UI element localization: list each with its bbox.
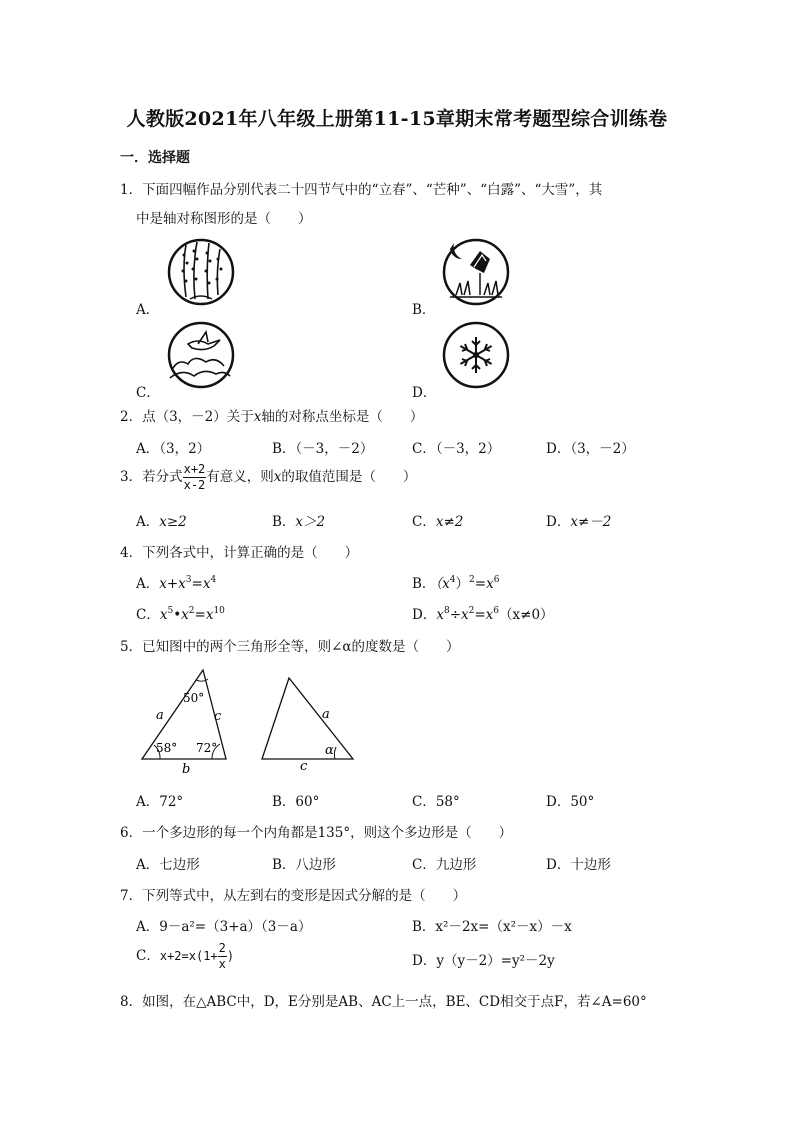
- q8-stem: 8．如图，在△ABC中，D，E分别是AB、AC上一点，BE、CD相交于点F，若∠A=60°: [120, 994, 647, 1010]
- q4-b-part: ）: [455, 576, 470, 592]
- page-title: 人教版2021年八年级上册第11-15章期末常考题型综合训练卷: [126, 108, 668, 130]
- tri2-side-bottom: c: [300, 759, 308, 774]
- q6-option-d: D．十边形: [546, 857, 611, 873]
- q4-d-part: =x: [474, 607, 494, 623]
- q7-c-label: C．: [136, 948, 160, 964]
- q4-c-exp: 2: [188, 606, 195, 616]
- tri1-right-angle: 72°: [196, 741, 218, 755]
- q6-stem: 6．一个多边形的每一个内角都是135°，则这个多边形是（ ）: [120, 825, 513, 841]
- q3-option-c-math: x≠2: [435, 514, 464, 530]
- q3-option-d-label: D．: [546, 514, 571, 530]
- q4-d-part: ÷x: [449, 607, 469, 623]
- tri1-side-left: a: [156, 708, 164, 723]
- tri1-side-right: c: [214, 709, 222, 724]
- q3-fraction-numerator: x+2: [183, 462, 206, 476]
- q4-d-exp: 8: [443, 606, 450, 616]
- q7-c-denominator: x: [218, 957, 226, 971]
- q4-c-label: C．: [136, 607, 160, 623]
- q7-option-a: A．9－a²=（3+a）（3－a）: [136, 919, 312, 935]
- q1-option-d-label: D．: [412, 385, 437, 401]
- q4-a-part: x+x: [159, 576, 186, 592]
- q4-b-label: B．: [412, 576, 436, 592]
- q3-option-d-math: x≠－2: [570, 514, 612, 530]
- q4-d-label: D．: [412, 607, 437, 623]
- q3-option-a-math: x≥2: [159, 514, 187, 530]
- q5-stem: 5．已知图中的两个三角形全等，则∠α的度数是（ ）: [120, 639, 460, 655]
- q4-b-part: （x: [435, 576, 450, 592]
- q7-c-fraction: [218, 941, 227, 972]
- q3-stem-part1: 3．若分式: [120, 469, 183, 485]
- triangle-1: [142, 670, 226, 777]
- q3-stem: [120, 462, 416, 493]
- q3-option-d: [546, 510, 611, 530]
- q4-d-part: x: [436, 607, 444, 623]
- q7-option-d: D．y（y－2）=y²－2y: [412, 953, 555, 969]
- q3-option-a-label: A．: [136, 514, 160, 530]
- q7-option-b: B．x²－2x=（x²－x）－x: [412, 919, 572, 935]
- q3-option-b-math: x＞2: [295, 514, 326, 530]
- q1-stem-line1: 1．下面四幅作品分别代表二十四节气中的“立春”、“芒种”、“白露”、“大雪”，其: [120, 182, 603, 198]
- q2-stem-var: x: [253, 409, 262, 425]
- q4-stem: 4．下列各式中，计算正确的是（ ）: [120, 545, 359, 561]
- q3-stem-part3: 的取值范围是（ ）: [281, 469, 417, 485]
- q4-a-exp: 3: [185, 575, 192, 585]
- congruent-triangles-figure: [136, 664, 366, 780]
- tri1-left-angle: 58°: [156, 741, 178, 755]
- q4-a-exp: 4: [210, 575, 217, 585]
- snowflake-icon: [440, 320, 512, 390]
- q5-option-a: A．72°: [136, 794, 184, 810]
- q5-option-b: B．60°: [272, 794, 320, 810]
- q2-stem: [120, 405, 423, 425]
- q4-c-exp: 5: [167, 606, 174, 616]
- q2-option-d: D．（3，－2）: [546, 441, 635, 457]
- q4-b-part: =x: [474, 576, 494, 592]
- q1-stem-line2: 中是轴对称图形的是（ ）: [136, 211, 312, 227]
- q1-option-a-label: A．: [136, 302, 160, 318]
- q4-option-a: [136, 572, 216, 592]
- q2-option-c: C．（－3，2）: [412, 441, 501, 457]
- tri2-alpha-angle: α: [325, 743, 334, 758]
- q4-option-d: [412, 603, 554, 623]
- q3-stem-part2: 有意义，则: [206, 469, 274, 485]
- section-heading: 一．选择题: [120, 150, 190, 166]
- q6-option-b: B．八边形: [272, 857, 336, 873]
- q3-option-c-label: C．: [412, 514, 436, 530]
- q4-a-part: =x: [191, 576, 211, 592]
- q4-b-exp: 4: [449, 575, 456, 585]
- tri2-side-right: a: [322, 707, 330, 722]
- q2-stem-part2: 轴的对称点坐标是（ ）: [261, 409, 424, 425]
- flying-bird-icon: [164, 320, 238, 390]
- q7-c-expr: x+2=x(1+: [159, 949, 218, 963]
- q3-option-c: [412, 510, 463, 530]
- tri1-top-angle: 50°: [183, 691, 205, 705]
- q1-option-c-label: C．: [136, 385, 160, 401]
- q3-stem-var: x: [273, 469, 282, 485]
- tri1-side-bottom: b: [182, 762, 191, 777]
- q4-c-part: =x: [194, 607, 214, 623]
- q7-c-close: ): [226, 949, 235, 963]
- q3-option-b: [272, 510, 325, 530]
- q3-fraction-denominator: x-2: [183, 478, 206, 492]
- q3-fraction: [183, 462, 207, 493]
- q4-d-exp: 6: [493, 606, 500, 616]
- q4-c-part: x: [159, 607, 168, 623]
- q4-c-part: •x: [173, 607, 189, 623]
- q4-a-label: A．: [136, 576, 160, 592]
- q4-d-exp: 2: [468, 606, 475, 616]
- q7-stem: 7．下列等式中，从左到右的变形是因式分解的是（ ）: [120, 888, 467, 904]
- q2-option-a: A．（3，2）: [136, 441, 211, 457]
- q4-b-exp: 2: [469, 575, 475, 585]
- q6-option-a: A．七边形: [136, 857, 200, 873]
- q2-stem-part1: 2．点（3，－2）关于: [120, 409, 254, 425]
- q4-b-exp: 6: [493, 575, 500, 585]
- q2-option-b: B．（－3，－2）: [272, 441, 374, 457]
- willow-tree-icon: [164, 237, 238, 307]
- triangle-2: [262, 678, 353, 774]
- q3-option-b-label: B．: [272, 514, 296, 530]
- q4-option-c: [136, 603, 225, 623]
- q4-c-exp: 10: [213, 606, 225, 616]
- q6-option-c: C．九边形: [412, 857, 477, 873]
- q4-d-part: （x≠0）: [499, 607, 554, 623]
- q5-option-d: D．50°: [546, 794, 595, 810]
- q7-option-c: [136, 941, 234, 972]
- q7-c-numerator: 2: [218, 941, 226, 955]
- q4-option-b: [412, 572, 499, 592]
- q3-option-a: [136, 510, 187, 530]
- grass-flower-icon: [440, 237, 512, 307]
- q1-option-b-label: B．: [412, 302, 436, 318]
- q5-option-c: C．58°: [412, 794, 460, 810]
